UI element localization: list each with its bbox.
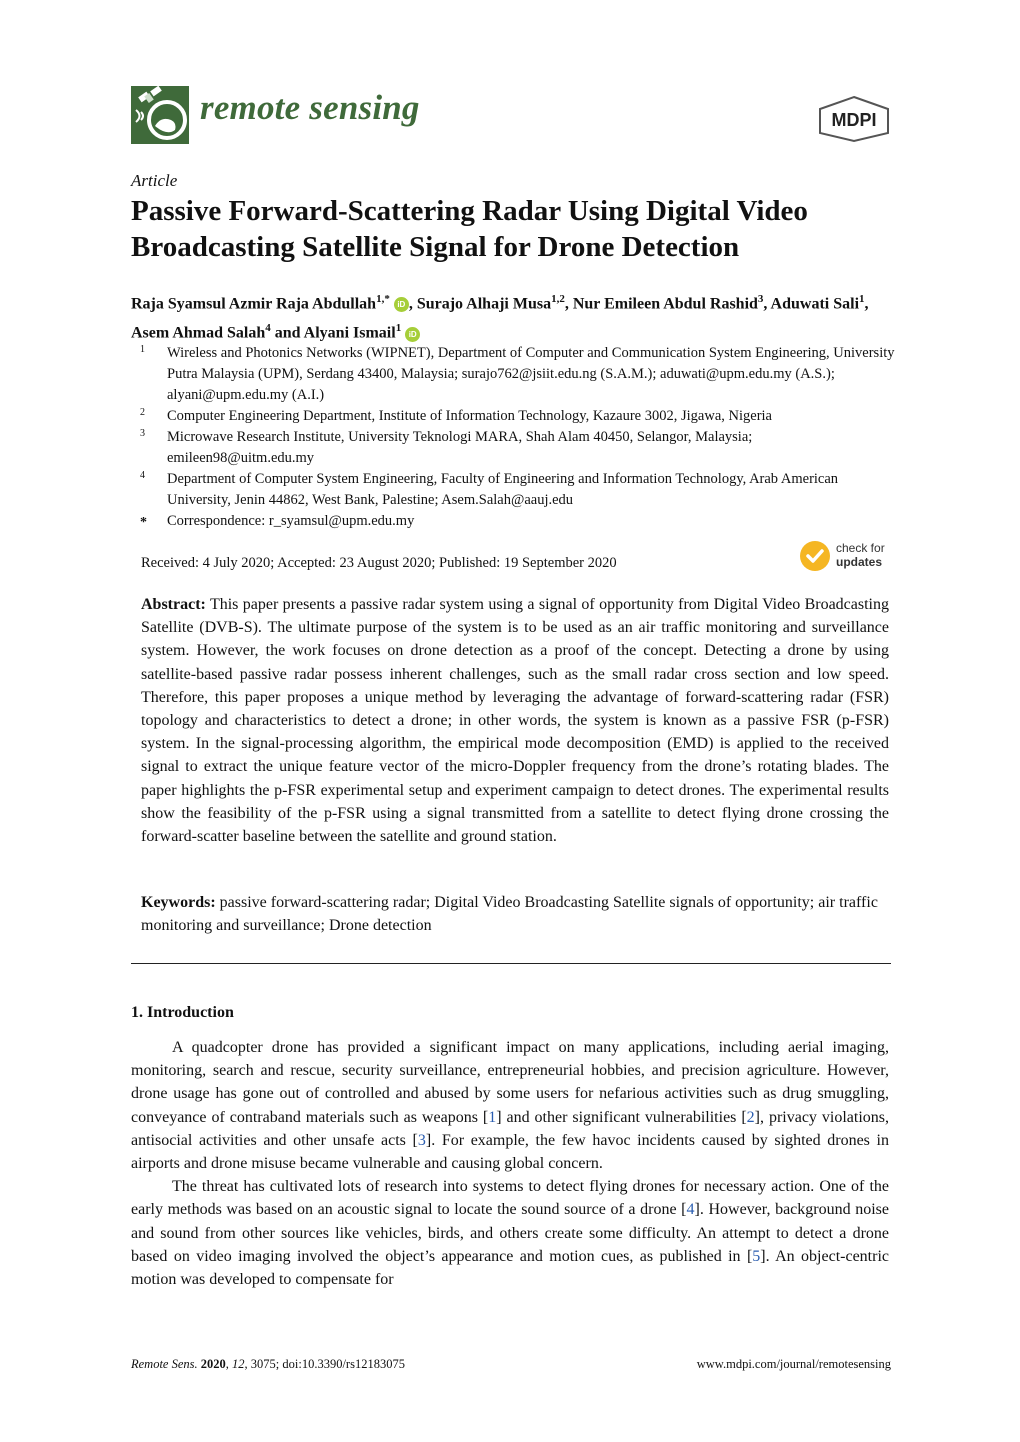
author-separator: , xyxy=(864,295,869,313)
journal-name: remote sensing xyxy=(200,88,420,127)
mdpi-logo xyxy=(818,95,890,143)
author-separator: and xyxy=(270,324,304,342)
check-for-updates-badge[interactable] xyxy=(800,540,895,574)
checkmark-icon xyxy=(800,541,830,571)
introduction-body xyxy=(131,1036,889,1291)
abstract xyxy=(141,593,889,848)
affiliation-text: Department of Computer System Engineering, Faculty of Engineering and Information Technology, Arab American University, Jenin 44862, West Bank, Palestine; Asem.Salah@aauj.edu xyxy=(167,471,839,508)
orcid-icon[interactable]: iD xyxy=(405,327,420,342)
affiliation-text: Computer Engineering Department, Institute of Information Technology, Kazaure 3002, Jigawa, Nigeria xyxy=(167,408,772,424)
orcid-icon[interactable]: iD xyxy=(394,297,409,312)
author-separator: , xyxy=(763,295,771,313)
affiliation-item xyxy=(140,469,900,511)
article-type: Article xyxy=(131,171,178,190)
citation-link[interactable]: 3 xyxy=(417,1131,426,1149)
author-separator: , xyxy=(408,295,417,313)
affiliation-number: 3 xyxy=(140,428,145,439)
author-name: Raja Syamsul Azmir Raja Abdullah xyxy=(131,295,377,313)
section-divider xyxy=(131,963,891,964)
affiliation-item xyxy=(140,406,900,427)
affiliation-text: Correspondence: r_syamsul@upm.edu.my xyxy=(167,513,415,529)
author-name: Alyani Ismail xyxy=(303,324,396,342)
paragraph-2: The threat has cultivated lots of research into systems to detect flying drones for necessary action. One of the early methods was based on an acoustic signal to locate the sound source of a drone [4]. However, background noise and sound from other sources like vehicles, birds, and others create some difficulty. An attempt to detect a drone based on video imaging involved the object’s appearance and motion cues, as published in [5]. An object-centric motion was developed to compensate for xyxy=(131,1178,890,1289)
citation-link[interactable]: 1 xyxy=(488,1108,497,1126)
abstract-text: This paper presents a passive radar system using a signal of opportunity from Digital Video Broadcasting Satellite (DVB-S). The ultimate purpose of the system is to be used as an air traffic monitoring and surveillance system. However, the work focuses on drone detection as a proof of the concept. Detecting a drone by using satellite-based passive radar possess inherent challenges, such as the small radar cross section and low speed. Therefore, this paper proposes a unique method by leveraging the advantage of forward-scattering radar (FSR) topology and characteristics to detect a drone; in other words, the system is known as a passive FSR (p-FSR) system. In the signal-processing algorithm, the empirical mode decomposition (EMD) is applied to the received signal to extract the unique feature vector of the micro-Doppler frequency from the drone’s rotating blades. The paper highlights the p-FSR experimental setup and experiment campaign to detect drones. The experimental results show the feasibility of the p-FSR using a signal transmitted from a satellite to detect flying drone crossing the forward-scatter baseline between the satellite and ground station. xyxy=(141,596,889,846)
citation-link[interactable]: 5 xyxy=(752,1247,761,1265)
affiliation-number: 4 xyxy=(140,470,145,481)
author-affiliation-marker: 1,2 xyxy=(551,293,565,305)
author-affiliation-marker: 4 xyxy=(265,322,271,335)
citation-link[interactable]: 4 xyxy=(686,1201,695,1219)
affiliation-number: * xyxy=(140,515,147,530)
footer-url[interactable]: www.mdpi.com/journal/remotesensing xyxy=(696,1357,891,1371)
section-heading: 1. Introduction xyxy=(131,1004,234,1021)
check-updates-line2: updates xyxy=(836,555,883,569)
affiliation-list xyxy=(140,343,900,532)
author-affiliation-marker: 1 xyxy=(395,322,402,335)
affiliation-text: Wireless and Photonics Networks (WIPNET), Department of Computer and Communication System Engineering, University Putra Malaysia (UPM), Serdang 43400, Malaysia; surajo762@jsiit.edu.ng (S.A.M.); aduwati@upm.edu.my (A.S.); alyani@upm.edu.my (A.I.) xyxy=(167,345,895,403)
check-updates-line1: check for xyxy=(836,541,885,555)
author-list xyxy=(131,287,891,346)
keywords xyxy=(141,891,891,937)
citation-link[interactable]: 2 xyxy=(746,1108,755,1126)
author-separator: , xyxy=(564,295,573,313)
affiliation-number: 2 xyxy=(140,407,145,418)
paper-title: Passive Forward-Scattering Radar Using Digital Video Broadcasting Satellite Signal for Drone Detection xyxy=(131,195,808,263)
affiliation-item xyxy=(140,427,900,469)
footer-citation: Remote Sens. 2020, 12, 3075; doi:10.3390/rs12183075 xyxy=(131,1357,405,1371)
keywords-text: passive forward-scattering radar; Digital Video Broadcasting Satellite signals of opportunity; air traffic monitoring and surveillance; Drone detection xyxy=(141,894,878,935)
satellite-globe-icon xyxy=(131,86,189,144)
abstract-label: Abstract: xyxy=(141,596,206,613)
author-affiliation-marker: 1,* xyxy=(376,293,390,305)
affiliation-item xyxy=(140,343,900,406)
affiliation-item xyxy=(140,511,900,532)
author-affiliation-marker: 1 xyxy=(859,293,865,305)
author-name: Nur Emileen Abdul Rashid xyxy=(572,295,758,313)
author-name: Surajo Alhaji Musa xyxy=(416,295,552,313)
author-affiliation-marker: 3 xyxy=(757,293,764,305)
author-name: Asem Ahmad Salah xyxy=(131,324,266,342)
author-name: Aduwati Sali xyxy=(770,295,860,313)
publication-dates: Received: 4 July 2020; Accepted: 23 August 2020; Published: 19 September 2020 xyxy=(141,555,617,571)
keywords-label: Keywords: xyxy=(141,894,216,911)
affiliation-number: 1 xyxy=(140,344,145,355)
paragraph-1: A quadcopter drone has provided a significant impact on many applications, including aerial imaging, monitoring, search and rescue, security surveillance, entrepreneurial hobbies, and precision agriculture. However, drone usage has gone out of controlled and abused by some users for nefarious activities such as drug smuggling, conveyance of contraband materials such as weapons [1] and other significant vulnerabilities [2], privacy violations, antisocial activities and other unsafe acts [3]. For example, the few havoc incidents caused by sighted drones in airports and drone misuse became vulnerable and causing global concern. xyxy=(131,1039,889,1173)
svg-text:MDPI: MDPI xyxy=(831,110,877,130)
affiliation-text: Microwave Research Institute, University Teknologi MARA, Shah Alam 40450, Selangor, Malaysia; emileen98@uitm.edu.my xyxy=(167,429,753,466)
